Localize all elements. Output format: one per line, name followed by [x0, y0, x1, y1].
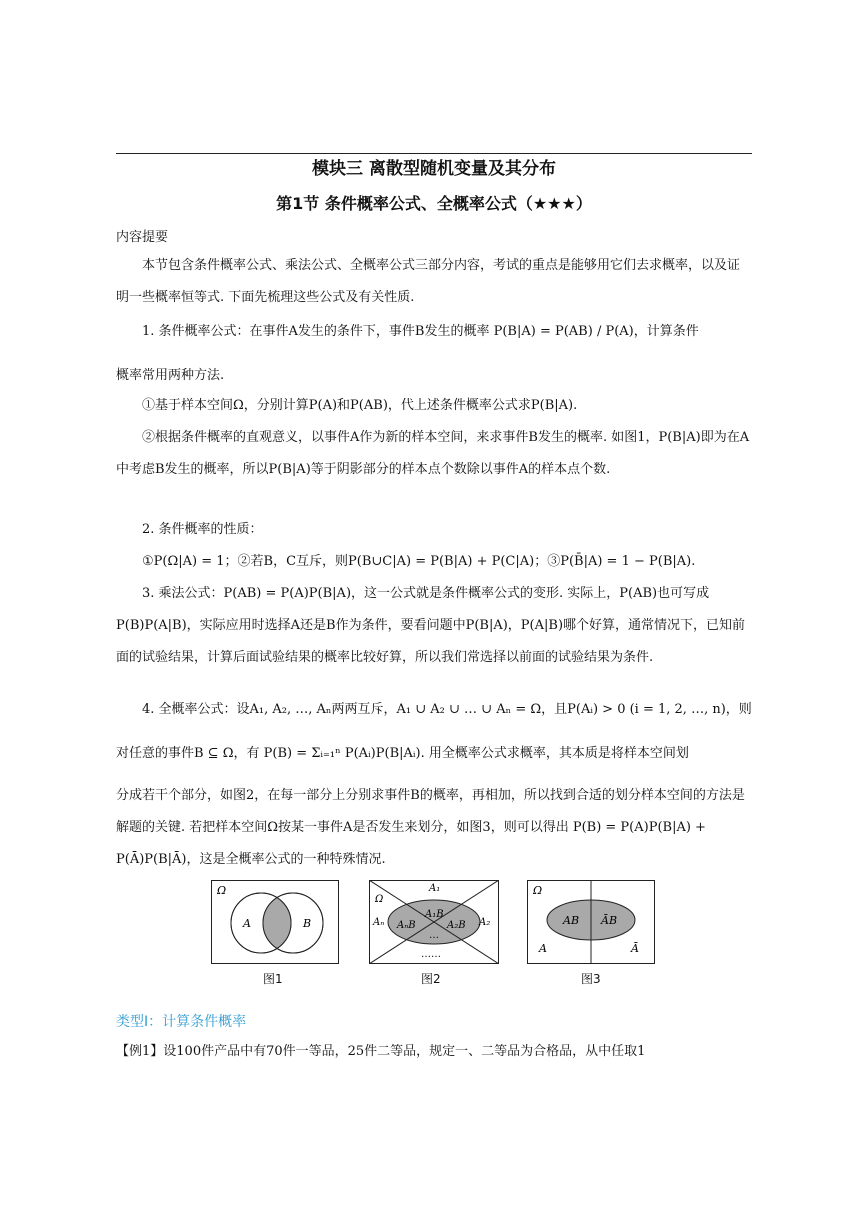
fig2-an: Aₙ — [373, 917, 385, 928]
fig2-a2b: A₂B — [447, 920, 466, 931]
method2: ②根据条件概率的直观意义，以事件A作为新的样本空间，来求事件B发生的概率. 如图1，P(B|A)即为在A中考虑B发生的概率，所以P(B|A)等于阴影部分的样本点个数除以事件A的样本点个数. — [116, 430, 750, 477]
fig2-a1: A₁ — [429, 883, 441, 894]
item2-heading: 2. 条件概率的性质： — [142, 522, 263, 537]
item4-rest: 分成若干个部分，如图2，在每一部分上分别求事件B的概率，再相加，所以找到合适的划分样本空间的方法是解题的关键. 若把样本空间Ω按某一事件A是否发生来划分，如图3，则可以得出 P(B) = P(A)P(B|A) + P(Ā)P(B|Ā)，这是全概率公式的一种特殊情况. — [116, 788, 745, 867]
item4-line1: 4. 全概率公式：设A₁, A₂, …, Aₙ两两互斥，A₁ ∪ A₂ ∪ … ∪ Aₙ = Ω，且P(Aᵢ) > 0 (i = 1, 2, …, n)，则 — [142, 702, 752, 717]
type-heading: 类型Ⅰ：计算条件概率 — [116, 1014, 247, 1030]
fig2-bottom-dots: …… — [421, 949, 441, 960]
figure3-split — [527, 880, 655, 964]
item1-line: 1. 条件概率公式：在事件A发生的条件下，事件B发生的概率 P(B|A) = P(AB) / P(A)，计算条件 — [142, 324, 699, 339]
fig3-abar-b: ĀB — [601, 914, 618, 927]
item1-cont: 概率常用两种方法. — [116, 368, 225, 383]
fig3-ab: AB — [563, 914, 580, 927]
module-title: 模块三 离散型随机变量及其分布 — [312, 159, 556, 179]
item4-line2: 对任意的事件B ⊆ Ω，有 P(B) = Σᵢ₌₁ⁿ P(Aᵢ)P(B|Aᵢ). 用全概率公式求概率，其本质是将样本空间划 — [116, 746, 689, 761]
fig2-anb: AₙB — [397, 920, 416, 931]
fig2-caption: 图2 — [421, 972, 441, 986]
item2-formula: ①P(Ω|A) = 1；②若B，C互斥，则P(B∪C|A) = P(B|A) + P(C|A)；③P(B̄|A) = 1 − P(B|A). — [142, 554, 696, 569]
figure1-venn — [211, 880, 339, 964]
figure2-partition — [369, 880, 499, 964]
intro-paragraph: 本节包含条件概率公式、乘法公式、全概率公式三部分内容，考试的重点是能够用它们去求概率，以及证明一些概率恒等式. 下面先梳理这些公式及有关性质. — [116, 258, 741, 305]
section-title: 第1节 条件概率公式、全概率公式（★★★） — [276, 194, 592, 213]
fig2-a1b: A₁B — [425, 909, 444, 920]
fig1-caption: 图1 — [263, 972, 283, 986]
fig3-caption: 图3 — [581, 972, 601, 986]
fig1-omega: Ω — [217, 884, 227, 897]
fig2-a2: A₂ — [479, 917, 491, 928]
fig3-abar: Ā — [631, 942, 639, 955]
fig3-omega: Ω — [533, 884, 543, 897]
summary-heading: 内容提要 — [116, 230, 169, 245]
example1: 【例1】设100件产品中有70件一等品，25件二等品，规定一、二等品为合格品，从中任取1 — [116, 1044, 646, 1059]
fig2-omega: Ω — [375, 894, 384, 905]
fig1-a: A — [243, 917, 251, 930]
fig3-a: A — [539, 942, 547, 955]
fig1-b: B — [303, 917, 312, 930]
fig2-dots: … — [429, 930, 439, 941]
item3-paragraph: 3. 乘法公式：P(AB) = P(A)P(B|A)，这一公式就是条件概率公式的变形. 实际上，P(AB)也可写成P(B)P(A|B)，实际应用时选择A还是B作为条件，要看问题中P(B|A)，P(A|B)哪个好算，通常情况下，已知前面的试验结果，计算后面试验结果的概率比较好算，所以我们常选择以前面的试验结果为条件. — [116, 586, 746, 665]
method1: ①基于样本空间Ω，分别计算P(A)和P(AB)，代上述条件概率公式求P(B|A). — [142, 398, 578, 413]
